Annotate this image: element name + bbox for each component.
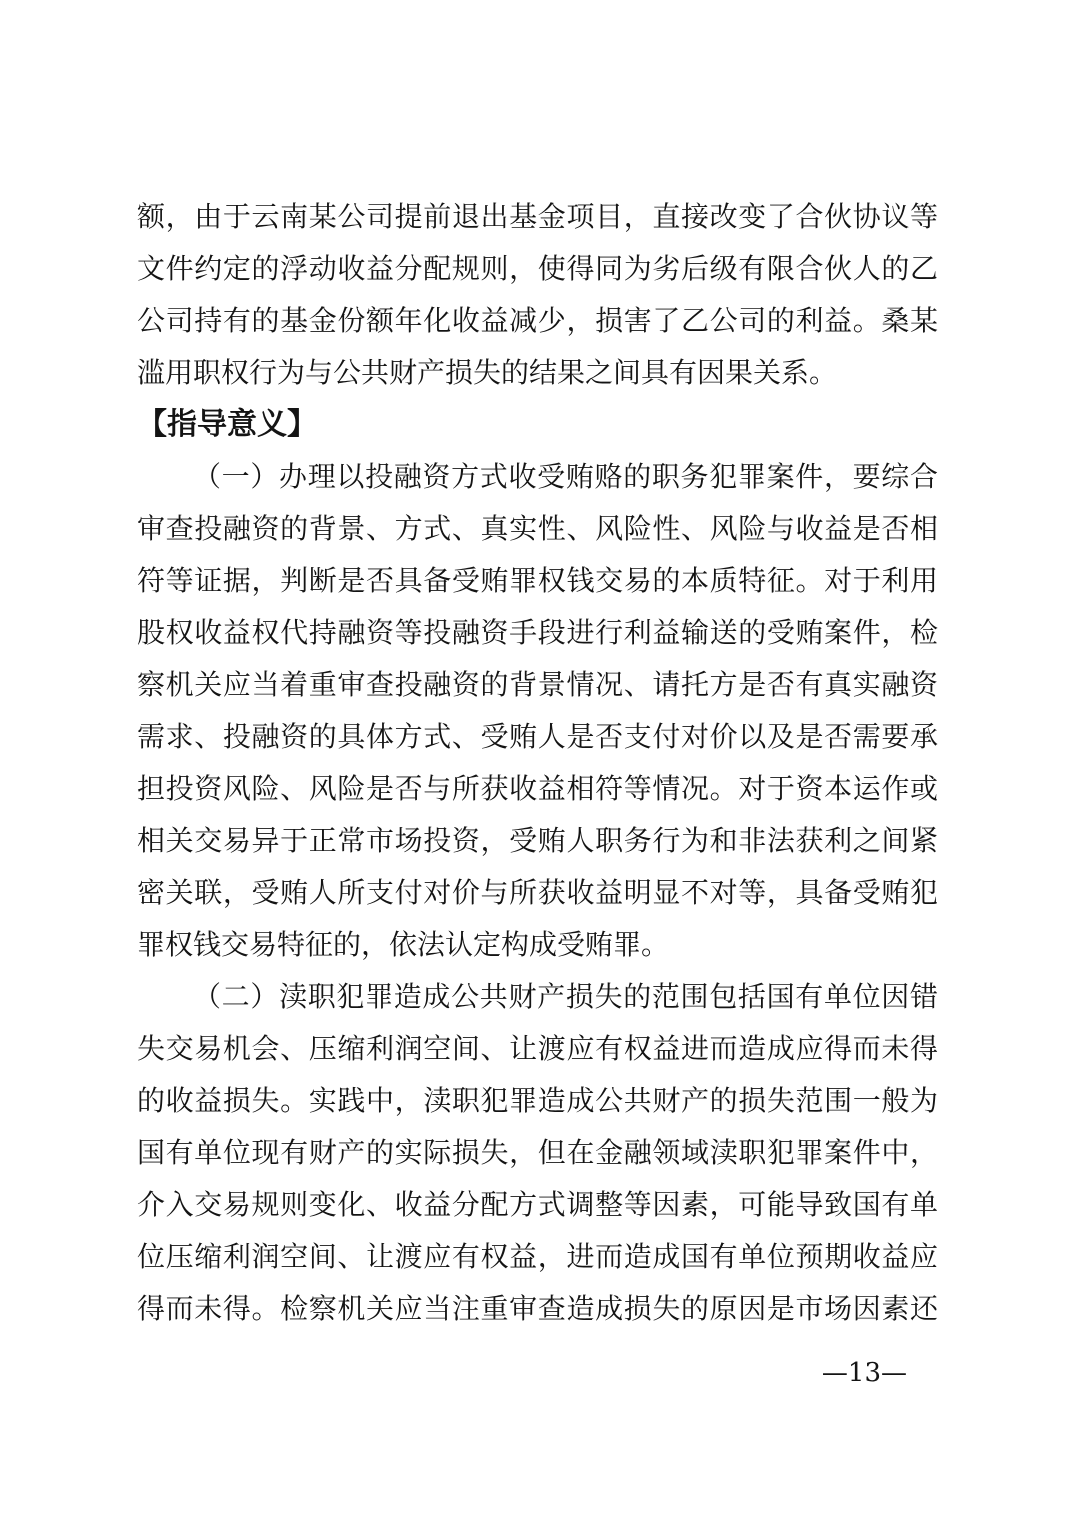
section-heading: 【指导意义】: [137, 407, 317, 442]
text-line: 得而未得。检察机关应当注重审查造成损失的原因是市场因素还: [137, 1292, 938, 1325]
text-line: （一）办理以投融资方式收受贿赂的职务犯罪案件，要综合: [193, 460, 938, 493]
page-number: —13—: [821, 1358, 907, 1388]
text-line: 滥用职权行为与公共财产损失的结果之间具有因果关系。: [137, 356, 838, 389]
text-line: 股权收益权代持融资等投融资手段进行利益输送的受贿案件，检: [137, 616, 938, 649]
text-block: [137, 191, 938, 1335]
text-line: 介入交易规则变化、收益分配方式调整等因素，可能导致国有单: [137, 1188, 938, 1221]
text-line: （二）渎职犯罪造成公共财产损失的范围包括国有单位因错: [193, 980, 938, 1013]
text-line: 额，由于云南某公司提前退出基金项目，直接改变了合伙协议等: [137, 200, 938, 233]
text-line: 位压缩利润空间、让渡应有权益，进而造成国有单位预期收益应: [137, 1240, 938, 1273]
text-line: 文件约定的浮动收益分配规则，使得同为劣后级有限合伙人的乙: [137, 252, 938, 285]
text-line: 审查投融资的背景、方式、真实性、风险性、风险与收益是否相: [137, 512, 938, 545]
text-line: 密关联，受贿人所支付对价与所获收益明显不对等，具备受贿犯: [137, 876, 938, 909]
text-line: 国有单位现有财产的实际损失，但在金融领域渎职犯罪案件中，: [137, 1136, 938, 1169]
text-line: 罪权钱交易特征的，依法认定构成受贿罪。: [137, 928, 670, 961]
text-line: 相关交易异于正常市场投资，受贿人职务行为和非法获利之间紧: [137, 824, 938, 857]
text-line: 公司持有的基金份额年化收益减少，损害了乙公司的利益。桑某: [137, 304, 938, 337]
text-line: 担投资风险、风险是否与所获收益相符等情况。对于资本运作或: [137, 772, 938, 805]
text-line: 的收益损失。实践中，渎职犯罪造成公共财产的损失范围一般为: [137, 1084, 938, 1117]
text-line: 符等证据，判断是否具备受贿罪权钱交易的本质特征。对于利用: [137, 564, 938, 597]
text-line: 需求、投融资的具体方式、受贿人是否支付对价以及是否需要承: [137, 720, 938, 753]
text-line: 失交易机会、压缩利润空间、让渡应有权益进而造成应得而未得: [137, 1032, 938, 1065]
text-line: 察机关应当着重审查投融资的背景情况、请托方是否有真实融资: [137, 668, 938, 701]
